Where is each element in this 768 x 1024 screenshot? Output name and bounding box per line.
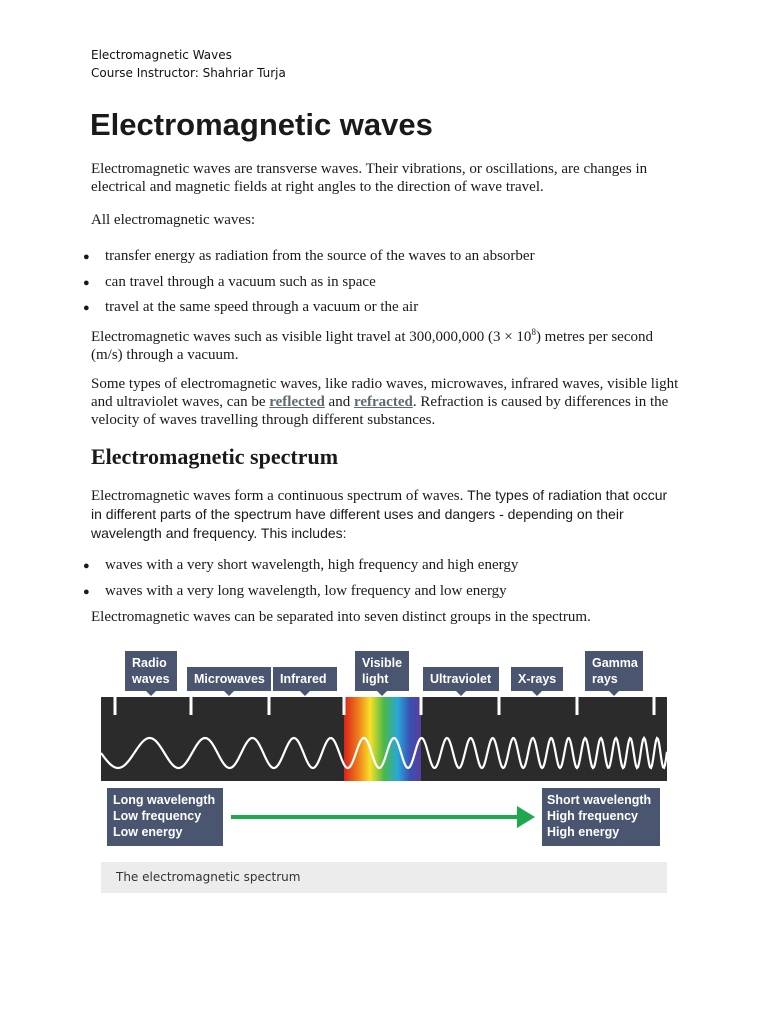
band-label-3 [273,667,337,696]
long-wavelength-label: Long wavelength [113,793,216,807]
high-energy-label: High energy [547,825,620,839]
label-pointer-icon [532,691,542,696]
label-pointer-icon [609,691,619,696]
band-label-1 [125,651,177,696]
band-label-text: Visible [362,656,403,670]
band-label-2 [187,667,271,696]
groups-sentence: Electromagnetic waves can be separated into seven distinct groups in the spectrum. [91,609,591,625]
speed-paragraph: Electromagnetic waves such as visible light travel at 300,000,000 $(3 \times 10^8)$ metres per second (m/s) through a vacuum. [91,327,653,363]
em-spectrum-figure [101,645,667,895]
intro-paragraph: Electromagnetic waves are transverse waves. Their vibrations, or oscillations, are changes in electrical and magnetic fields at right angles to the direction of wave travel. [91,161,648,195]
figure-caption [101,862,667,893]
course-name: Electromagnetic Waves [91,48,232,62]
band-label-4 [355,651,409,696]
bullet-icon: ● [83,277,90,289]
bullet-icon: ● [83,560,90,572]
band-label-text: Gamma [592,656,638,670]
band-label-text: Ultraviolet [430,672,492,686]
list-item: ● transfer energy as radiation from the source of the waves to an absorber [83,248,535,264]
all-waves-label: All electromagnetic waves: [91,212,256,228]
list-item: ● can travel through a vacuum such as in space [83,274,376,290]
section-heading: Electromagnetic spectrum [91,444,339,469]
band-labels [125,651,643,696]
high-frequency-label: High frequency [547,809,638,823]
direction-arrow-icon [517,806,535,828]
label-pointer-icon [377,691,387,696]
band-label-text: Microwaves [194,672,265,686]
label-pointer-icon [300,691,310,696]
caption-text: The electromagnetic spectrum [116,870,301,884]
refraction-paragraph: Some types of electromagnetic waves, like radio waves, microwaves, infrared waves, visible light and ultraviolet waves, can be reflected and refracted. Refraction is caused by differences in the velocity of waves travelling through different substances. [91,376,679,428]
band-label-text: Radio [132,656,167,670]
band-label-6 [511,667,563,696]
label-pointer-icon [146,691,156,696]
band-label-5 [423,667,499,696]
band-label-text: X-rays [518,672,557,686]
course-instructor: Course Instructor: Shahriar Turja [91,66,286,80]
label-pointer-icon [456,691,466,696]
label-pointer-icon [224,691,234,696]
bullet-icon: ● [83,251,90,263]
band-label-7 [585,651,643,696]
list-item: ● waves with a very short wavelength, high frequency and high energy [83,557,519,573]
band-label-text: rays [592,672,618,686]
refracted-link[interactable]: refracted [353,394,413,410]
page-title: Electromagnetic waves [90,107,433,142]
list-item: ● travel at the same speed through a vacuum or the air [83,299,419,315]
bullet-icon: ● [83,302,90,314]
reflected-link[interactable]: reflected [269,394,325,410]
short-wavelength-label: Short wavelength [547,793,652,807]
document-header [91,46,286,82]
band-label-text: waves [132,672,170,686]
spectrum-intro-paragraph: Electromagnetic waves form a continuous spectrum of waves. The types of radiation that occur in different parts of the spectrum have different uses and dangers - depending on their wavelength and frequency. This includes: [91,487,668,541]
bullet-icon: ● [83,586,90,598]
band-label-text: Infrared [280,672,327,686]
low-energy-label: Low energy [113,825,183,839]
list-item: ● waves with a very long wavelength, low frequency and low energy [83,583,507,599]
low-frequency-label: Low frequency [113,809,202,823]
band-label-text: light [362,672,389,686]
